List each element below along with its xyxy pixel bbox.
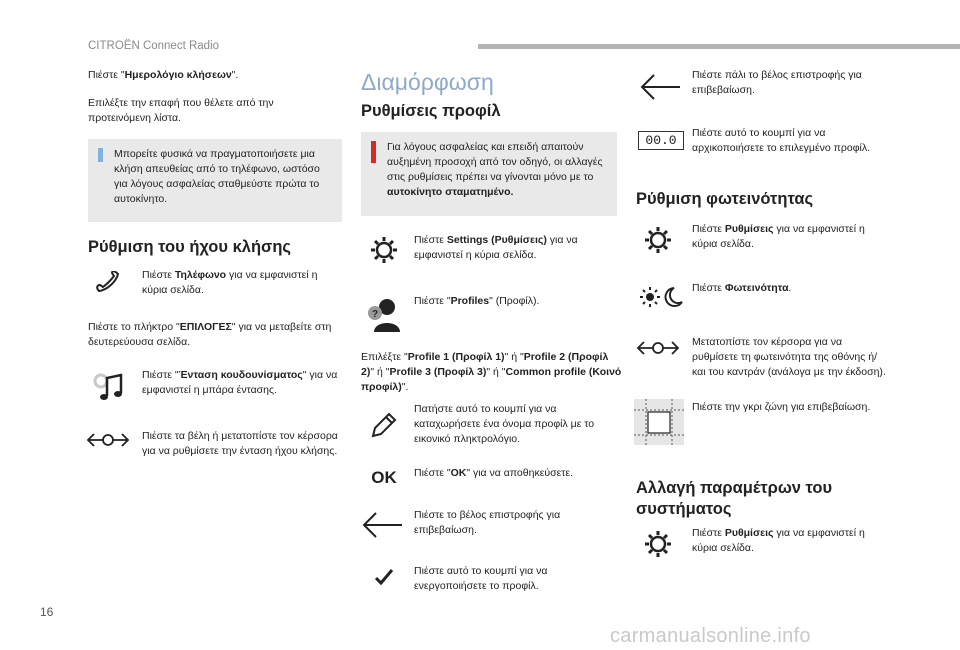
brightness-step-3: Μετατοπίστε τον κέρσορα για να ρυθμίσετε τη φωτεινότητα της οθόνης ή/και του καντράν (ανάλογα με την έκδοση). bbox=[692, 336, 886, 378]
warning-marker bbox=[371, 141, 376, 163]
options-instruction: Πιέστε το πλήκτρο "ΕΠΙΛΟΓΕΣ" για να μεταβείτε στη δευτερεύουσα σελίδα. bbox=[88, 321, 332, 348]
profile-avatar-icon bbox=[360, 296, 408, 332]
ok-icon bbox=[360, 466, 408, 490]
select-contact-text: Επιλέξτε την επαφή που θέλετε από την προτεινόμενη λίστα. bbox=[88, 97, 274, 124]
brightness-step-2: Πιέστε Φωτεινότητα. bbox=[692, 282, 792, 294]
info-note-box bbox=[88, 139, 342, 222]
gear-icon-2 bbox=[634, 224, 682, 256]
phone-icon bbox=[84, 268, 132, 298]
slider-arrows-icon bbox=[84, 428, 132, 452]
profile-settings-heading: Ρυθμίσεις προφίλ bbox=[361, 102, 501, 120]
info-note-text: Μπορείτε φυσικά να πραγματοποιήσετε μια κλήση απευθείας από το τηλέφωνο, ωστόσο για λόγους ασφαλείας σταθμεύστε πρώτα το αυτοκίνητο. bbox=[114, 148, 320, 205]
section-title: Διαμόρφωση bbox=[361, 69, 494, 95]
brightness-confirm-text: Πιέστε πάλι το βέλος επιστροφής για επιβεβαίωση. bbox=[692, 69, 862, 96]
pencil-icon bbox=[360, 408, 408, 442]
profile-step-6: Πιέστε αυτό το κουμπί για να ενεργοποιήσετε το προφίλ. bbox=[414, 565, 548, 592]
check-icon bbox=[360, 564, 408, 590]
profile-step-5: Πιέστε το βέλος επιστροφής για επιβεβαίωση. bbox=[414, 509, 561, 536]
warning-note-text: Για λόγους ασφαλείας και επειδή απαιτούν αυξημένη προσοχή από τον οδηγό, οι αλλαγές στις ρυθμίσεις πρέπει να γίνονται μόνο με το αυτοκίνητο σταματημένο. bbox=[387, 141, 603, 198]
profile-step-4: Πιέστε "OK" για να αποθηκεύσετε. bbox=[414, 467, 574, 479]
back-arrow-icon bbox=[358, 508, 406, 542]
ringtone-step-3: Πιέστε τα βέλη ή μετατοπίστε τον κέρσορα για να ρυθμίσετε την ένταση ήχου κλήσης. bbox=[142, 430, 338, 457]
ringtone-step-1: Πιέστε Τηλέφωνο για να εμφανιστεί η κύρια σελίδα. bbox=[142, 269, 318, 296]
ok-icon-label: OK bbox=[371, 467, 397, 487]
back-arrow-icon-2 bbox=[636, 70, 684, 104]
call-log-instruction: Πιέστε "Ημερολόγιο κλήσεων". bbox=[88, 69, 239, 81]
reset-screen-label: 00.0 bbox=[638, 131, 683, 150]
info-marker bbox=[98, 148, 103, 162]
header-divider bbox=[478, 44, 960, 49]
manual-header-title: CITROËN Connect Radio bbox=[88, 40, 220, 52]
slider-arrows-icon-2 bbox=[634, 336, 682, 360]
system-step-1: Πιέστε Ρυθμίσεις για να εμφανιστεί η κύρια σελίδα. bbox=[692, 527, 865, 554]
settings-music-icon bbox=[84, 368, 132, 404]
page-number: 16 bbox=[40, 605, 54, 619]
warning-note-box bbox=[361, 132, 617, 216]
profile-step-2: Πιέστε "Profiles" (Προφίλ). bbox=[414, 295, 540, 307]
gear-icon-3 bbox=[634, 528, 682, 560]
reset-screen-icon bbox=[634, 128, 688, 152]
profile-select-text: Επιλέξτε "Profile 1 (Προφίλ 1)" ή "Profile 2 (Προφίλ 2)" ή "Profile 3 (Προφίλ 3)" ή "Common profile (Κοινό προφίλ)". bbox=[361, 351, 622, 393]
grey-zone-icon bbox=[634, 398, 684, 446]
gear-icon bbox=[360, 234, 408, 266]
brightness-heading: Ρύθμιση φωτεινότητας bbox=[636, 190, 814, 208]
reset-profile-text: Πιέστε αυτό το κουμπί για να αρχικοποιήσετε το επιλεγμένο προφίλ. bbox=[692, 127, 871, 154]
ringtone-step-2: Πιέστε "Ένταση κουδουνίσματος" για να εμφανιστεί η μπάρα έντασης. bbox=[142, 369, 338, 396]
profile-step-3: Πατήστε αυτό το κουμπί για να καταχωρήσετε ένα όνομα προφίλ με το εικονικό πληκτρολόγιο. bbox=[414, 403, 595, 445]
brightness-step-1: Πιέστε Ρυθμίσεις για να εμφανιστεί η κύρια σελίδα. bbox=[692, 223, 865, 250]
profile-step-1: Πιέστε Settings (Ρυθμίσεις) για να εμφανιστεί η κύρια σελίδα. bbox=[414, 234, 578, 261]
system-params-heading: Αλλαγή παραμέτρων του συστήματος bbox=[636, 479, 833, 518]
sun-moon-icon bbox=[634, 284, 688, 310]
brightness-step-4: Πιέστε την γκρι ζώνη για επιβεβαίωση. bbox=[692, 401, 871, 413]
ringtone-heading: Ρύθμιση του ήχου κλήσης bbox=[88, 238, 291, 256]
svg-text:?: ? bbox=[371, 309, 379, 320]
watermark: carmanualsonline.info bbox=[610, 625, 811, 647]
